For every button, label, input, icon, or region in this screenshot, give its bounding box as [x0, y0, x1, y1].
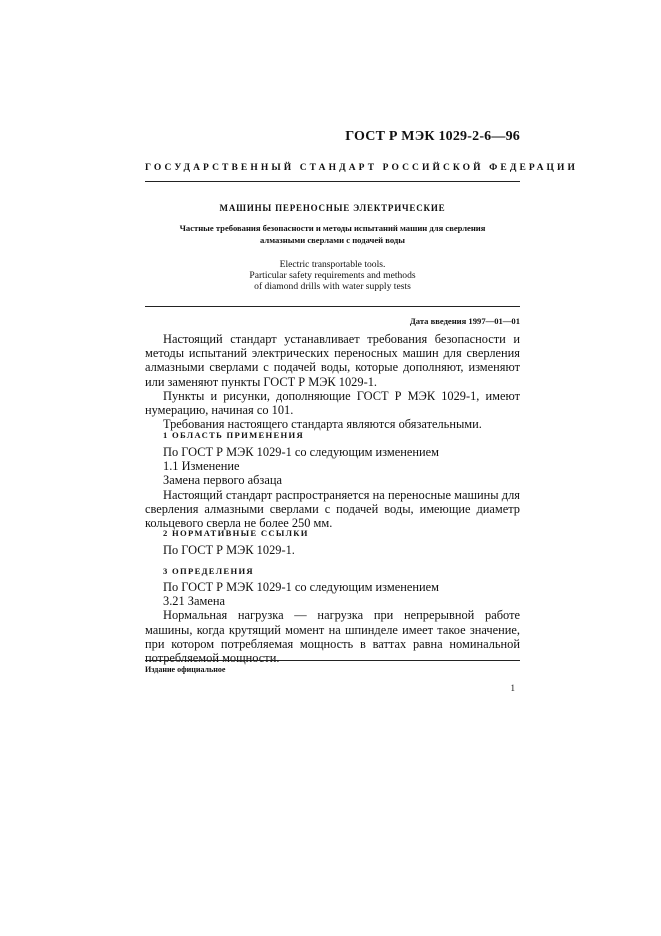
subtitle-english — [145, 259, 520, 292]
section-3-paragraph-1: По ГОСТ Р МЭК 1029-1 со следующим изменением — [163, 580, 439, 594]
subtitle-en-line-3: of diamond drills with water supply tests — [254, 281, 411, 292]
subtitle-en-line-1: Electric transportable tools. — [279, 259, 386, 270]
section-1-paragraph-4: Настоящий стандарт распространяется на переносные машины для сверления алмазными сверлами с подачей воды, имеющие диаметр кольцевого сверла не более 250 мм. — [145, 487, 520, 531]
section-1-paragraph-3: Замена первого абзаца — [163, 473, 282, 488]
footer-divider — [145, 660, 520, 661]
section-3-heading: 3 ОПРЕДЕЛЕНИЯ — [163, 566, 254, 576]
title-divider — [145, 306, 520, 307]
subtitle-en-line-2: Particular safety requirements and methods — [249, 270, 416, 281]
section-2-heading: 2 НОРМАТИВНЫЕ ССЫЛКИ — [163, 528, 309, 538]
subtitle-ru-line-1: Частные требования безопасности и методы испытаний машин для сверления — [179, 223, 486, 233]
section-1-paragraph-1: По ГОСТ Р МЭК 1029-1 со следующим изменением — [163, 445, 439, 459]
section-1-paragraph-2: 1.1 Изменение — [163, 459, 240, 474]
intro-date: Дата введения 1997—01—01 — [409, 316, 520, 326]
top-divider — [145, 181, 520, 182]
document-title: МАШИНЫ ПЕРЕНОСНЫЕ ЭЛЕКТРИЧЕСКИЕ — [219, 203, 446, 213]
section-3-paragraph-2: 3.21 Замена — [163, 594, 225, 609]
section-1-heading: 1 ОБЛАСТЬ ПРИМЕНЕНИЯ — [163, 430, 304, 440]
intro-paragraph-2: Пункты и рисунки, дополняющие ГОСТ Р МЭК 1029-1, имеют нумерацию, начиная со 101. — [145, 388, 520, 418]
section-1-body — [145, 445, 520, 530]
state-standard-title: ГОСУДАРСТВЕННЫЙ СТАНДАРТ РОССИЙСКОЙ ФЕДЕРАЦИИ — [145, 163, 579, 173]
section-2-body — [145, 543, 520, 557]
document-code: ГОСТ Р МЭК 1029-2-6—96 — [345, 129, 520, 144]
page-number: 1 — [510, 683, 515, 693]
section-2-paragraph-1: По ГОСТ Р МЭК 1029-1. — [163, 543, 295, 557]
subtitle-ru-line-2: алмазными сверлами с подачей воды — [260, 234, 405, 245]
intro-block — [145, 332, 520, 431]
subtitle-russian — [145, 223, 520, 246]
intro-paragraph-1: Настоящий стандарт устанавливает требования безопасности и методы испытаний электрических переносных машин для сверления алмазными сверлами с подачей воды, которые дополняют, изменяют или заменяют пункты ГОСТ Р МЭК 1029-1. — [145, 332, 520, 389]
intro-paragraph-3: Требования настоящего стандарта являются обязательными. — [163, 417, 482, 432]
section-3-paragraph-3: Нормальная нагрузка — нагрузка при непрерывной работе машины, когда крутящий момент на шпинделе имеет такое значение, при котором потребляемая мощность в ваттах равна номинальной потребляемой мощности. — [145, 608, 520, 666]
official-edition-label: Издание официальное — [145, 665, 226, 674]
section-3-body — [145, 580, 520, 665]
